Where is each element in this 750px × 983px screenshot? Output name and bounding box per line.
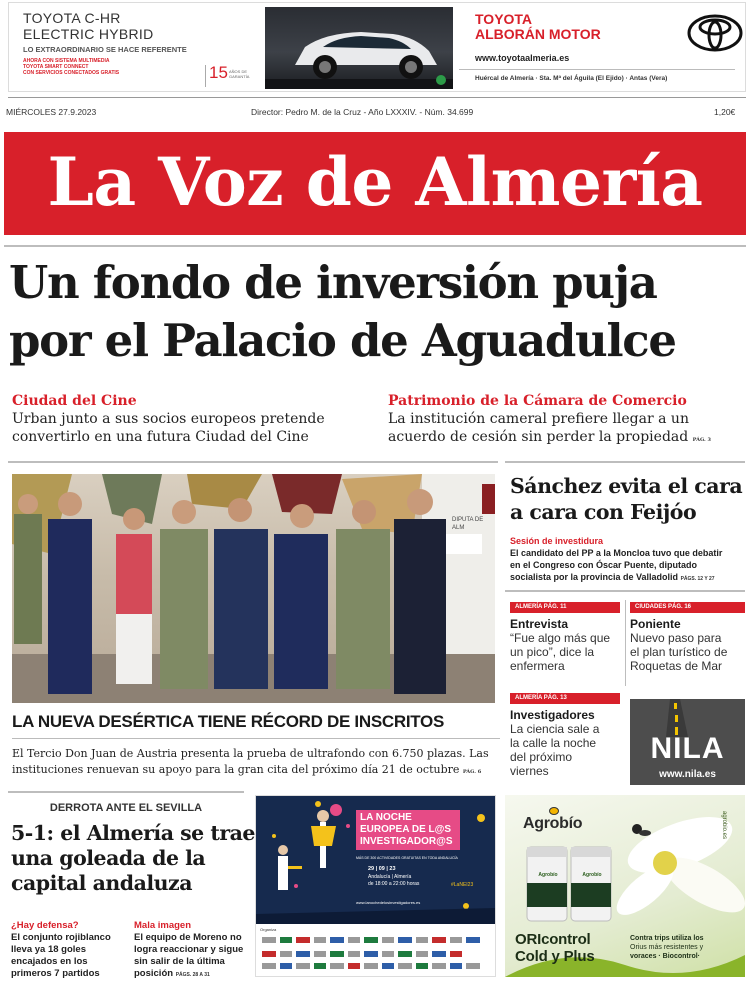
agrobio-advertisement[interactable]: Agrobío Agrobío Agrobío ORIcontrol Cold y Plus Contra trips utiliza los Orius más resistentes y voraces · Biocontrol· agrobio.es [505,795,745,977]
noche-investigadores-advertisement[interactable]: LA NOCHE EUROPEA DE L@S INVESTIGADOR@S MÁS DE 300 ACTIVIDADES GRATUITAS EN TODA ANDALUCÍA 29 | 09 | 23 Andalucía | Almería de 18:00 a 22:00 horas #LaNEI23 www.lanochedelosinvestigadores.es Organiza [255,795,496,977]
ad-model: TOYOTA C-HR [23,10,121,26]
photo-headline[interactable]: LA NUEVA DESÉRTICA TIENE RÉCORD DE INSCRITOS [12,712,444,731]
brief-poniente[interactable]: Poniente Nuevo paso para el plan turístico de Roquetas de Mar [630,617,728,673]
toyota-logo-icon [687,14,743,57]
sports-headline[interactable]: 5-1: el Almería se trae una goleada de la capital andaluza [11,821,255,895]
ad-features: AHORA CON SISTEMA MULTIMEDIA TOYOTA SMART CONNECT CON SERVICIOS CONECTADOS GRATIS [23,58,120,76]
agrobio-product: ORIcontrol Cold y Plus [515,931,595,965]
agrobio-logo: Agrobío [523,815,583,832]
noche-title: LA NOCHE EUROPEA DE L@S INVESTIGADOR@S [356,810,460,850]
brief-entrevista[interactable]: Entrevista “Fue algo más que un pico”, dice la enfermera [510,617,611,673]
issue-price: 1,20€ [714,107,736,117]
director-line: Director: Pedro M. de la Cruz - Año LXXXIV. - Núm. 34.699 [251,107,474,117]
agrobio-side-url: agrobio.es [721,811,727,840]
brief-tag-entrevista: ALMERÍA PÁG. 11 [510,602,620,613]
ad-variant: ELECTRIC HYBRID [23,26,154,42]
photo-text: El Tercio Don Juan de Austria presenta la prueba de ultrafondo con 6.750 plazas. Las instituciones renuevan su apoyo para la gran cita del próximo día 21 de octubre PÁG. 6 [12,747,489,776]
dealer-locations: Huércal de Almería · Sta. Mª del Águila (El Ejido) · Antas (Vera) [475,75,668,82]
sponsor-logos [260,933,494,973]
nila-advertisement[interactable] [630,699,745,785]
nila-url: www.nila.es [659,769,716,780]
sanchez-body: Sesión de investidura El candidato del PP a la Moncloa tuvo que debatir en el Congreso con Óscar Puente, diputado socialista por la provincia de Valladolid PÁGS. 12 Y 27 [510,536,723,582]
sanchez-headline[interactable]: Sánchez evita el cara a cara con Feijóo [510,474,743,524]
lead-left-kicker: Ciudad del Cine [12,393,137,409]
agrobio-copy: Contra trips utiliza los Orius más resistentes y voraces · Biocontrol· [630,935,704,960]
nila-logo: NILA [650,732,725,765]
sports-col-defensa[interactable]: ¿Hay defensa? El conjunto rojiblanco lleva ya 18 goles encajados en los primeros 7 partidos [11,920,111,979]
dealer-name: TOYOTA ALBORÁN MOTOR [475,11,601,42]
issue-date: MIÉRCOLES 27.9.2023 [6,107,97,117]
warranty-badge: 15 [209,63,228,82]
lead-sub-left[interactable]: Ciudad del Cine Urban junto a sus socios europeos pretende convertirlo en una futura Ciudad del Cine [12,393,372,446]
newspaper-title: La Voz de Almería [47,143,703,221]
masthead-banner[interactable] [4,132,746,235]
brief-tag-investigadores: ALMERÍA PÁG. 13 [510,693,620,704]
photo-sign: DIPUTA DE ALM [452,517,484,531]
brief-investigadores[interactable]: Investigadores La ciencia sale a la calle la noche del próximo viernes [510,708,600,778]
ad-claim: LO EXTRAORDINARIO SE HACE REFERENTE [23,45,187,54]
noche-url: www.lanochedelosinvestigadores.es [356,900,421,905]
bee-icon [549,807,559,815]
dealer-url[interactable]: www.toyotaalmeria.es [475,53,570,63]
brief-tag-poniente: CIUDADES PÁG. 16 [630,602,745,613]
lead-headline[interactable]: Un fondo de inversión puja por el Palacio de Aguadulce [9,256,676,367]
sports-kicker: DERROTA ANTE EL SEVILLA [49,802,203,814]
sports-col-imagen[interactable]: Mala imagen El equipo de Moreno no logra reaccionar y sigue sin salir de la última posición PÁGS. 28 A 31 [134,920,244,979]
lead-sub-right[interactable]: Patrimonio de la Cámara de Comercio La institución cameral prefiere llegar a un acuerdo de cesión sin perder la propiedad PÁG. 3 [388,393,744,449]
lead-right-kicker: Patrimonio de la Cámara de Comercio [388,393,687,409]
car-image [265,7,453,89]
group-photo[interactable] [12,474,495,703]
top-advertisement[interactable]: TOYOTA C-HR ELECTRIC HYBRID LO EXTRAORDINARIO SE HACE REFERENTE AHORA CON SISTEMA MULTIMEDIA TOYOTA SMART CONNECT CON SERVICIOS CONECTADOS GRATIS 15 AÑOS DE GARANTÍA TOYOTA ALBORÁN MOTOR www.toyotaalmeria.es Huércal de Almería · Sta. Mª del Águila (El Ejido) · Antas (Vera) [8,2,746,92]
